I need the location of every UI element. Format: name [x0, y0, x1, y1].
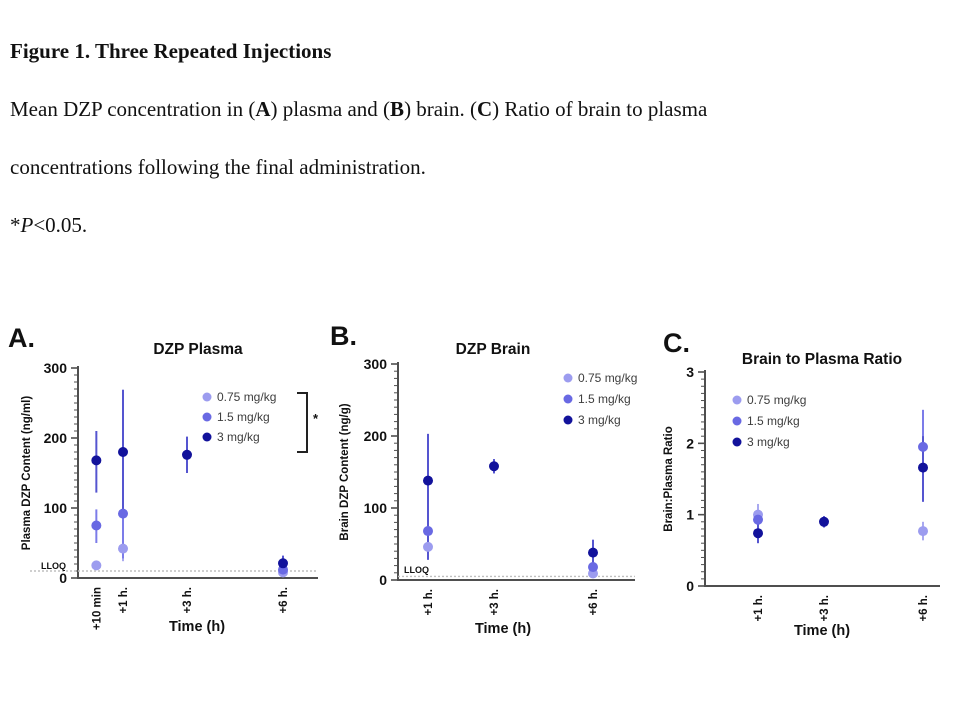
x-tick-label: +6 h.	[588, 589, 600, 616]
lloq-label: LLOQ	[41, 561, 66, 571]
x-tick-label: +10 min	[91, 587, 104, 631]
y-tick-label: 200	[363, 428, 387, 444]
legend-marker-icon	[203, 393, 212, 402]
data-point	[918, 463, 928, 473]
x-tick-label: +3 h.	[182, 587, 194, 614]
y-tick-label: 0	[379, 572, 387, 588]
y-tick-label: 0	[59, 570, 67, 586]
legend-label: 3 mg/kg	[217, 430, 260, 444]
data-point	[819, 517, 829, 527]
caption-line-3	[10, 196, 910, 254]
panel-b	[330, 321, 637, 637]
x-tick-label: +6 h.	[278, 587, 290, 614]
y-tick-label: 3	[686, 364, 694, 380]
x-axis-title: Time (h)	[474, 621, 532, 637]
legend-label: 0.75 mg/kg	[747, 393, 807, 407]
data-point	[489, 461, 499, 471]
data-point	[423, 526, 433, 536]
data-point	[118, 544, 128, 554]
panel-letter: A.	[8, 323, 35, 353]
x-tick-label: +1 h.	[753, 595, 765, 622]
data-point	[588, 562, 598, 572]
legend-marker-icon	[564, 374, 573, 383]
data-point	[118, 447, 128, 457]
data-point	[91, 521, 101, 531]
caption-segment: concentrations following the final administration.	[10, 155, 426, 179]
y-tick-label: 200	[43, 430, 67, 446]
y-axis-title: Brain:Plasma Ratio	[663, 426, 675, 532]
significance-asterisk: *	[313, 411, 319, 426]
legend-marker-icon	[564, 395, 573, 404]
legend-marker-icon	[203, 413, 212, 422]
x-axis-title: Time (h)	[168, 619, 226, 635]
legend-marker-icon	[203, 433, 212, 442]
panel-letter: C.	[663, 328, 690, 358]
data-point	[753, 515, 763, 525]
caption-segment: ) brain. (	[404, 97, 477, 121]
panel-title: DZP Brain	[455, 341, 531, 358]
caption-line-1	[10, 80, 910, 138]
x-tick-label: +1 h.	[118, 587, 130, 614]
legend-label: 0.75 mg/kg	[578, 371, 638, 385]
caption-segment: P	[20, 213, 34, 237]
legend-marker-icon	[733, 396, 742, 405]
y-tick-label: 100	[43, 500, 67, 516]
y-axis-title: Plasma DZP Content (ng/ml)	[21, 395, 33, 551]
x-tick-label: +3 h.	[819, 595, 831, 622]
significance-bracket	[297, 393, 307, 452]
y-tick-label: 300	[363, 356, 387, 372]
panel-letter: B.	[330, 321, 357, 351]
y-axis-title: Brain DZP Content (ng/g)	[339, 403, 351, 541]
caption-segment: ) Ratio of brain to plasma	[492, 97, 708, 121]
data-point	[182, 450, 192, 460]
legend-marker-icon	[733, 417, 742, 426]
caption-line-2	[10, 138, 910, 196]
x-tick-label: +6 h.	[918, 595, 930, 622]
data-point	[918, 526, 928, 536]
data-point	[278, 558, 288, 568]
legend-marker-icon	[564, 416, 573, 425]
caption-segment: *	[10, 213, 21, 237]
data-point	[753, 528, 763, 538]
panel-a	[8, 323, 319, 635]
panel-title: Brain to Plasma Ratio	[741, 351, 903, 368]
legend-label: 3 mg/kg	[747, 435, 790, 449]
panel-c	[663, 328, 940, 639]
caption-segment: C	[476, 97, 493, 121]
x-axis-title: Time (h)	[793, 623, 851, 639]
legend-label: 1.5 mg/kg	[578, 392, 631, 406]
x-tick-label: +3 h.	[489, 589, 501, 616]
legend-label: 3 mg/kg	[578, 413, 621, 427]
caption-segment: Mean DZP concentration in (	[10, 97, 256, 121]
panel-title: DZP Plasma	[153, 341, 243, 358]
caption-segment: <0.05.	[33, 213, 88, 237]
y-tick-label: 0	[686, 578, 694, 594]
lloq-label: LLOQ	[404, 565, 429, 575]
caption-segment: B	[390, 97, 405, 121]
data-point	[118, 509, 128, 519]
data-point	[918, 442, 928, 452]
x-tick-label: +1 h.	[423, 589, 435, 616]
legend-label: 1.5 mg/kg	[217, 410, 270, 424]
caption-segment: A	[255, 97, 271, 121]
caption-segment: ) plasma and (	[270, 97, 391, 121]
data-point	[588, 548, 598, 558]
y-tick-label: 300	[43, 360, 67, 376]
data-point	[91, 560, 101, 570]
data-point	[423, 542, 433, 552]
y-tick-label: 2	[686, 435, 694, 452]
data-point	[91, 455, 101, 465]
figure-caption	[10, 22, 910, 254]
figure-title	[10, 22, 910, 80]
legend-label: 0.75 mg/kg	[217, 390, 277, 404]
y-tick-label: 100	[363, 500, 387, 516]
legend-marker-icon	[733, 438, 742, 447]
caption-segment: Figure 1. Three Repeated Injections	[10, 39, 332, 63]
y-tick-label: 1	[686, 506, 694, 523]
data-point	[423, 476, 433, 486]
legend-label: 1.5 mg/kg	[747, 414, 800, 428]
